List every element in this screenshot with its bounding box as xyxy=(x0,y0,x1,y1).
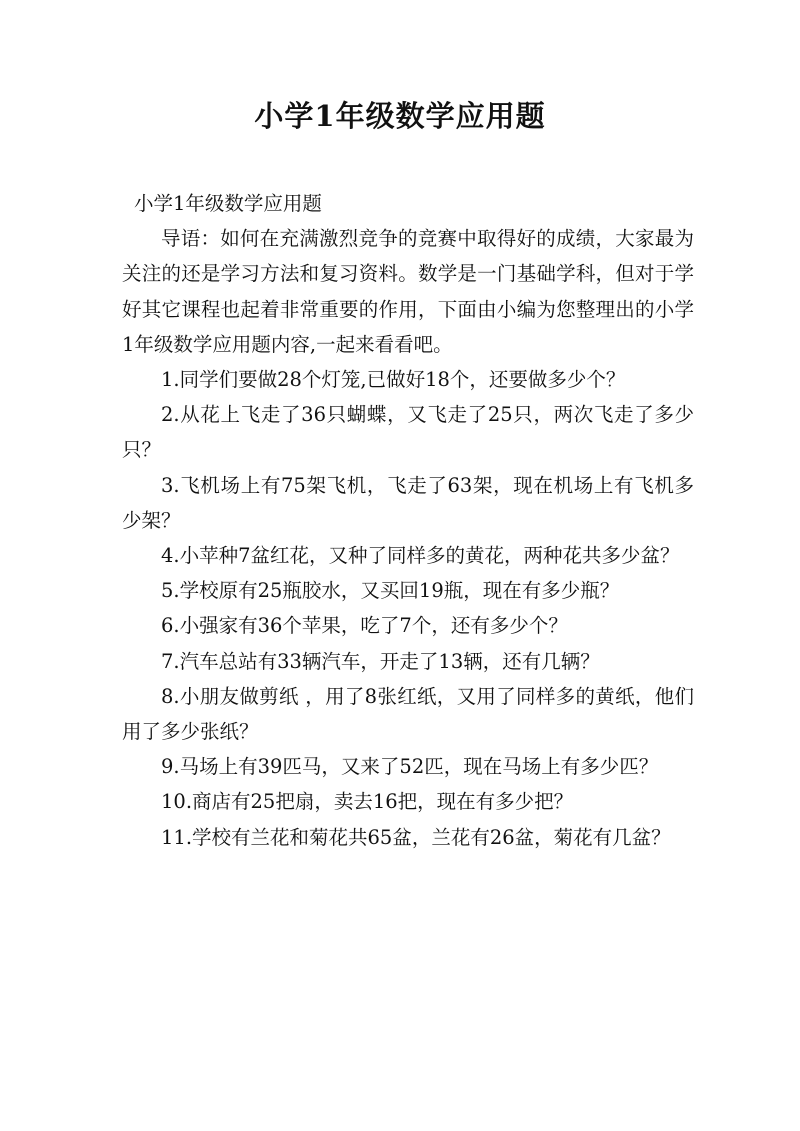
question-item-10: 10.商店有25把扇，卖去16把，现在有多少把？ xyxy=(161,790,574,814)
page-title: 小学1年级数学应用题 xyxy=(254,99,546,133)
question-item-2: 2.从花上飞走了36只蝴蝶，又飞走了25只，两次飞走了多少只？ xyxy=(122,403,694,462)
question-item-4: 4.小苹种7盆红花，又种了同样多的黄花，两种花共多少盆？ xyxy=(161,544,680,568)
question-item-5: 5.学校原有25瓶胶水，又买回19瓶，现在有多少瓶？ xyxy=(161,579,620,603)
question-item-7: 7.汽车总站有33辆汽车，开走了13辆，还有几辆？ xyxy=(161,649,600,673)
question-item-9: 9.马场上有39匹马，又来了52匹，现在马场上有多少匹？ xyxy=(161,755,659,779)
question-item-6: 6.小强家有36个苹果，吃了7个，还有多少个？ xyxy=(161,614,568,638)
question-item-3: 3.飞机场上有75架飞机，飞走了63架，现在机场上有飞机多少架？ xyxy=(122,473,694,532)
question-item-1: 1.同学们要做28个灯笼,已做好18个，还要做多少个？ xyxy=(161,368,626,392)
intro-paragraph: 导语：如何在充满激烈竞争的竞赛中取得好的成绩，大家最为关注的还是学习方法和复习资料。数学是一门基础学科，但对于学好其它课程也起着非常重要的作用，下面由小编为您整理出的小学1年级数学应用题内容,一起来看看吧。 xyxy=(122,227,694,356)
document-subtitle: 小学1年级数学应用题 xyxy=(134,192,322,215)
question-item-8: 8.小朋友做剪纸 ，用了8张红纸，又用了同样多的黄纸，他们用了多少张纸？ xyxy=(122,684,694,744)
document-body xyxy=(122,186,694,855)
question-item-11: 11.学校有兰花和菊花共65盆，兰花有26盆，菊花有几盆？ xyxy=(161,825,671,849)
